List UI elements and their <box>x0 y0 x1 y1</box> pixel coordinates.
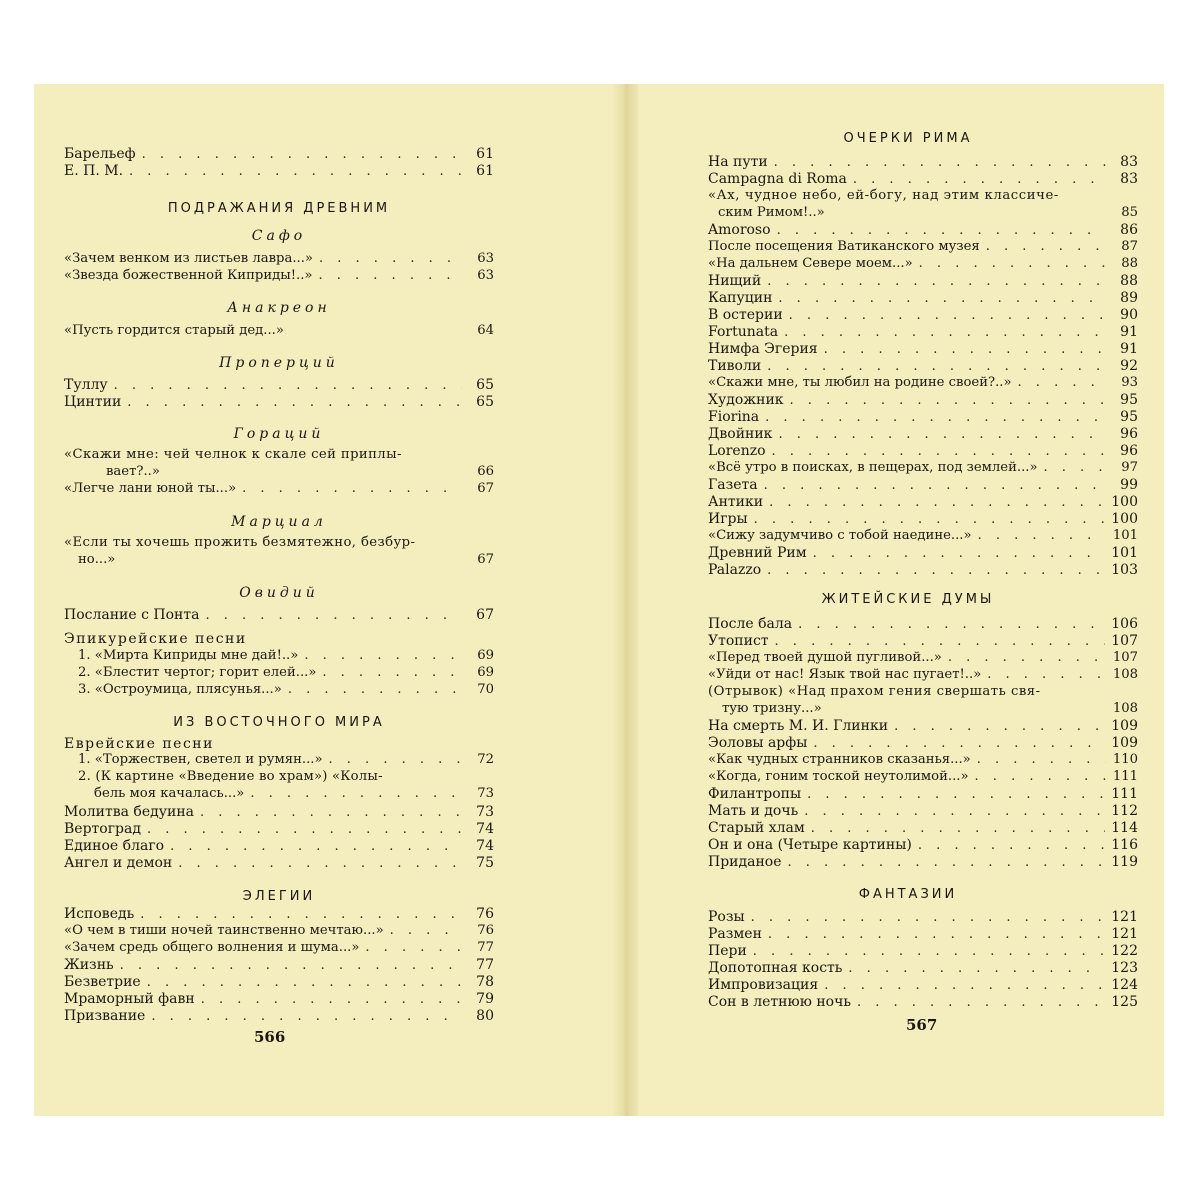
book-gutter <box>612 84 638 1116</box>
toc-entry: После посещения Ватиканского музея . . . 87 <box>708 239 1138 255</box>
toc-entry: ским Римом!..» 85 <box>718 205 1138 220</box>
toc-entry: Игры . . . 100 <box>708 511 1138 527</box>
toc-entry: Единое благо . . . 74 <box>64 838 494 854</box>
toc-entry: Тиволи . . . 92 <box>708 358 1138 374</box>
toc-entry: Мраморный фавн . . . 79 <box>64 991 494 1007</box>
section-heading: ФАНТАЗИИ <box>858 887 958 902</box>
toc-entry: Fiorina . . . 95 <box>708 409 1138 425</box>
toc-entry: Campagna di Roma . . . 83 <box>708 171 1138 187</box>
toc-entry: вает?..» 66 <box>106 464 494 479</box>
author-heading: Марциал <box>231 514 327 530</box>
toc-entry: Древний Рим . . . 101 <box>708 545 1138 561</box>
toc-entry: «Пусть гордится старый дед...» 64 <box>64 323 494 338</box>
toc-entry: На пути . . . 83 <box>708 154 1138 170</box>
toc-entry: Amoroso . . . 86 <box>708 222 1138 238</box>
toc-entry-line1: 2. (К картине «Введение во храм») «Колы- <box>78 769 383 784</box>
toc-entry: Lorenzo . . . 96 <box>708 443 1138 459</box>
toc-entry: «Когда, гоним тоской неутолимой...» . . . 111 <box>708 769 1138 785</box>
section-heading: ПОДРАЖАНИЯ ДРЕВНИМ <box>167 201 391 216</box>
toc-entry: Антики . . . 100 <box>708 494 1138 510</box>
toc-entry: Импровизация . . . 124 <box>708 977 1138 993</box>
toc-entry: «О чем в тиши ночей таинственно мечтаю...» . . . 76 <box>64 923 494 939</box>
toc-entry: Розы . . . 121 <box>708 909 1138 925</box>
toc-entry: Безветрие . . . 78 <box>64 974 494 990</box>
left-page <box>34 84 612 1116</box>
toc-entry: Исповедь . . . 76 <box>64 906 494 922</box>
toc-entry: Допотопная кость . . . 123 <box>708 960 1138 976</box>
toc-entry: Призвание . . . 80 <box>64 1008 494 1024</box>
toc-entry: Туллу . . . 65 <box>64 377 494 393</box>
toc-entry: Капуцин . . . 89 <box>708 290 1138 306</box>
toc-entry: «Всё утро в поисках, в пещерах, под землей...» . . . 97 <box>708 460 1138 476</box>
toc-entry-line1: «Ах, чудное небо, ей-богу, над этим классиче- <box>708 188 1059 203</box>
toc-entry: Филантропы . . . 111 <box>708 786 1138 802</box>
toc-entry: Пери . . . 122 <box>708 943 1138 959</box>
toc-entry: На смерть М. И. Глинки . . . 109 <box>708 718 1138 734</box>
toc-entry: Palazzo . . . 103 <box>708 562 1138 578</box>
section-heading: ОЧЕРКИ РИМА <box>843 131 973 146</box>
toc-entry-line1: (Отрывок) «Над прахом гения свершать свя- <box>708 684 1041 699</box>
toc-entry: но...» 67 <box>78 552 494 567</box>
page-number: 567 <box>906 1016 938 1034</box>
toc-entry: бель моя качалась...» . . . 73 <box>64 786 494 802</box>
toc-entry: После бала . . . 106 <box>708 616 1138 632</box>
author-heading: Анакреон <box>227 300 331 316</box>
toc-entry: «Перед твоей душой пугливой...» . . . 107 <box>708 650 1138 666</box>
toc-entry: Вертоград . . . 74 <box>64 821 494 837</box>
right-page <box>638 84 1164 1116</box>
toc-entry: «Скажи мне, ты любил на родине своей?..» . . . 93 <box>708 375 1138 391</box>
toc-entry: «Зачем средь общего волнения и шума...» . . . 77 <box>64 940 494 956</box>
toc-entry: Цинтии . . . 65 <box>64 394 494 410</box>
toc-entry: Сон в летнюю ночь . . . 125 <box>708 994 1138 1010</box>
toc-entry: Fortunata . . . 91 <box>708 324 1138 340</box>
toc-entry: Размен . . . 121 <box>708 926 1138 942</box>
toc-entry: Приданое . . . 119 <box>708 854 1138 870</box>
toc-entry: «Звезда божественной Киприды!..» . . . 63 <box>64 268 494 284</box>
toc-entry: «Уйди от нас! Язык твой нас пугает!..» . . . 108 <box>708 667 1138 683</box>
toc-entry: Нимфа Эгерия . . . 91 <box>708 341 1138 357</box>
subsection-heading: Эпикурейские песни <box>64 631 247 647</box>
author-heading: Овидий <box>239 585 319 601</box>
toc-entry: Нищий . . . 88 <box>708 273 1138 289</box>
toc-entry: 2. «Блестит чертог; горит елей...» . . . 69 <box>78 665 494 681</box>
toc-entry: 3. «Остроумица, плясунья...» . . . 70 <box>78 682 494 698</box>
toc-entry: Эоловы арфы . . . 109 <box>708 735 1138 751</box>
toc-entry: Художник . . . 95 <box>708 392 1138 408</box>
toc-entry-line1: «Скажи мне: чей челнок к скале сей приплы- <box>64 447 402 462</box>
toc-entry: «Сижу задумчиво с тобой наедине...» . . . 101 <box>708 528 1138 544</box>
toc-entry: «Зачем венком из листьев лавра...» . . . 63 <box>64 251 494 267</box>
toc-entry: Барельеф . . . 61 <box>64 146 494 162</box>
toc-entry: Старый хлам . . . 114 <box>708 820 1138 836</box>
toc-entry: Е. П. М. . . . 61 <box>64 163 494 179</box>
book-spread <box>34 84 1164 1116</box>
toc-entry: Газета . . . 99 <box>708 477 1138 493</box>
toc-entry: «На дальнем Севере моем...» . . . 88 <box>708 256 1138 272</box>
section-heading: ЭЛЕГИИ <box>242 889 316 904</box>
toc-entry: Послание с Понта . . . 67 <box>64 607 494 623</box>
page-number: 566 <box>254 1028 286 1046</box>
toc-entry: Молитва бедуина . . . 73 <box>64 804 494 820</box>
toc-entry: 1. «Торжествен, светел и румян...» . . . 72 <box>78 752 494 768</box>
toc-entry: 1. «Мирта Киприды мне дай!..» . . . 69 <box>78 648 494 664</box>
author-heading: Гораций <box>233 426 325 442</box>
toc-entry: В остерии . . . 90 <box>708 307 1138 323</box>
toc-entry: «Легче лани юной ты...» . . . 67 <box>64 481 494 497</box>
toc-entry: Двойник . . . 96 <box>708 426 1138 442</box>
toc-entry: Мать и дочь . . . 112 <box>708 803 1138 819</box>
toc-entry: Ангел и демон . . . 75 <box>64 855 494 871</box>
toc-entry-line1: «Если ты хочешь прожить безмятежно, безбур- <box>64 535 416 550</box>
section-heading: ЖИТЕЙСКИЕ ДУМЫ <box>821 592 995 607</box>
toc-entry: Он и она (Четыре картины) . . . 116 <box>708 837 1138 853</box>
toc-entry: «Как чудных странников сказанья...» . . . 110 <box>708 752 1138 768</box>
author-heading: Проперций <box>219 355 339 371</box>
toc-entry: тую тризну...» 108 <box>722 701 1138 716</box>
toc-entry: Утопист . . . 107 <box>708 633 1138 649</box>
author-heading: Сафо <box>251 228 307 244</box>
subsection-heading: Еврейские песни <box>64 736 214 752</box>
toc-entry: Жизнь . . . 77 <box>64 957 494 973</box>
section-heading: ИЗ ВОСТОЧНОГО МИРА <box>173 715 385 730</box>
